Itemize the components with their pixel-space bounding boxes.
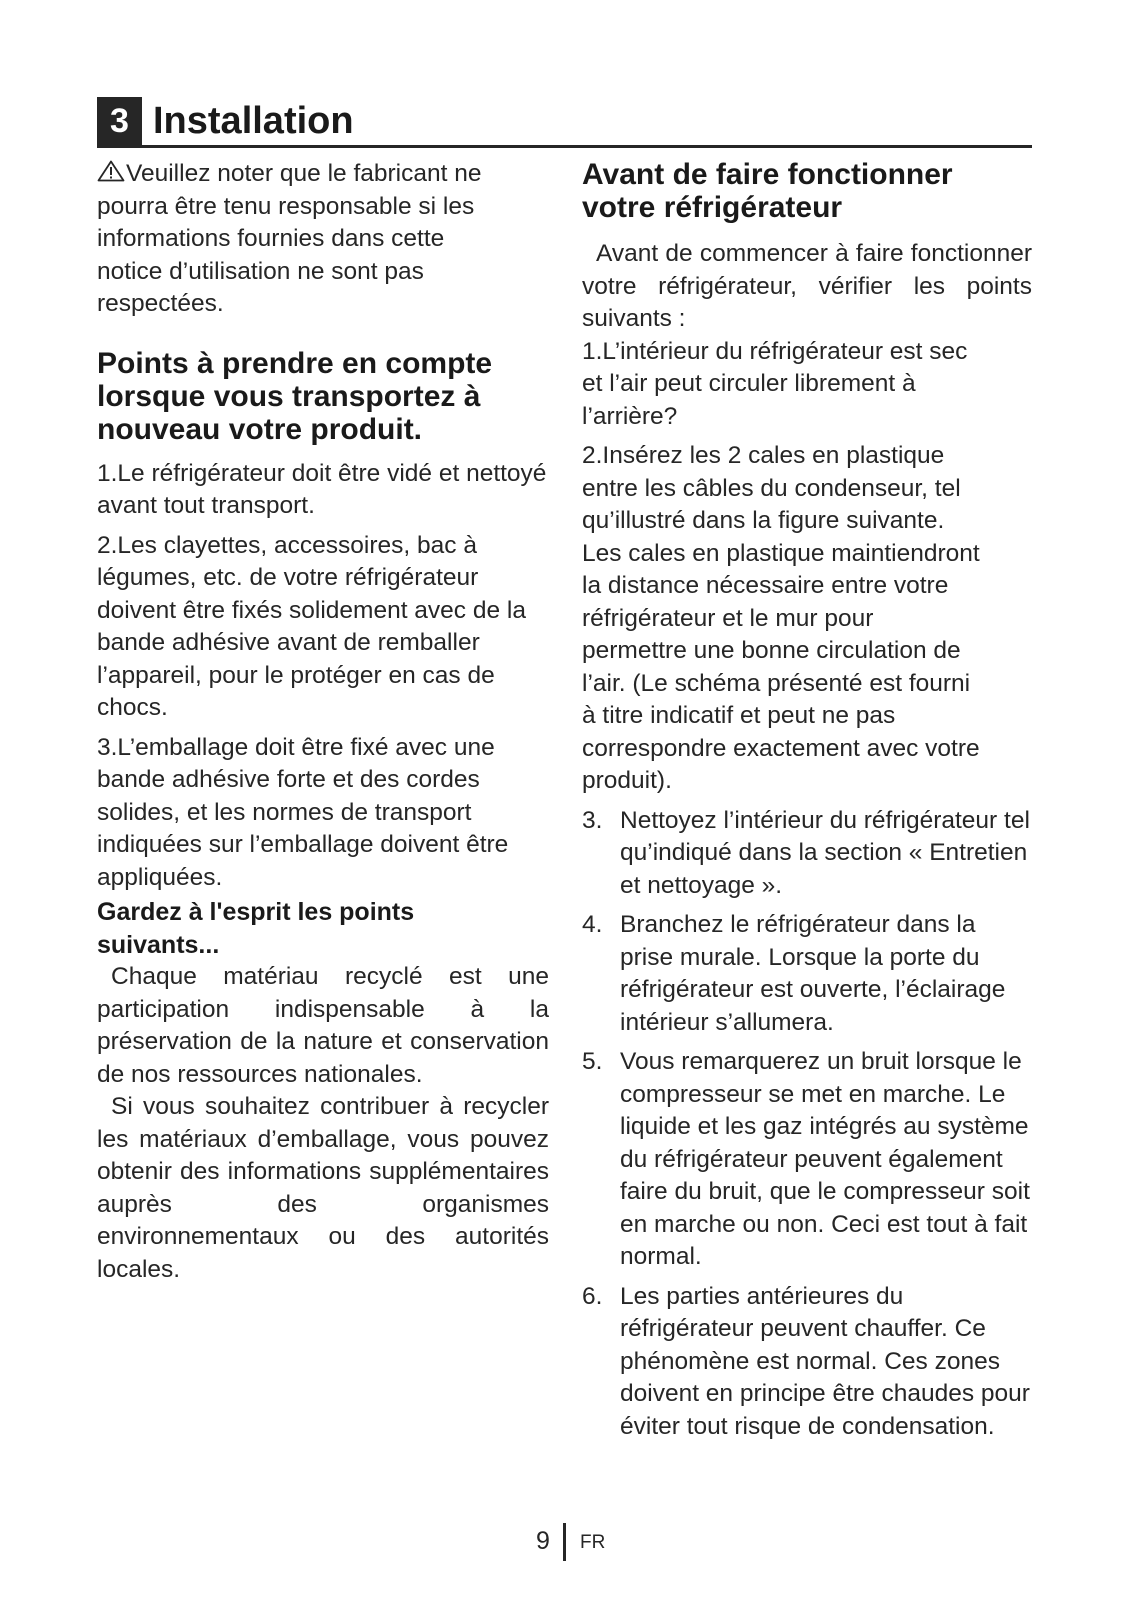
recycle-paragraph-1: Chaque matériau recyclé est une participation indispensable à la préservation de la nature et conservation de nos ressources nationales. bbox=[97, 963, 549, 1088]
numbered-steps bbox=[582, 805, 1032, 1444]
right-column bbox=[582, 158, 1032, 1450]
left-column bbox=[97, 158, 549, 1286]
transport-item-3: 3.L’emballage doit être fixé avec une bande adhésive forte et des cordes solides, et les normes de transport indiquées sur l’emballage doivent être appliquées. bbox=[97, 733, 509, 891]
step-3 bbox=[582, 805, 1032, 903]
transport-list bbox=[97, 458, 549, 895]
step-4-number: 4. bbox=[582, 911, 603, 938]
step-4 bbox=[582, 909, 1032, 1039]
warning-text: Veuillez noter que le fabricant ne pourra être tenu responsable si les informations fournies dans cette notice d’utilisation ne sont pas respectées. bbox=[97, 160, 482, 317]
before-operation-heading: Avant de faire fonctionner votre réfrigérateur bbox=[582, 158, 953, 224]
step-6 bbox=[582, 1281, 1032, 1444]
page-footer bbox=[0, 1523, 1128, 1563]
recycle-paragraph-2: Si vous souhaitez contribuer à recycler les matériaux d’emballage, vous pouvez obtenir des informations supplémentaires auprès des organismes environnementaux ou des autorités locales. bbox=[97, 1093, 549, 1283]
chapter-header bbox=[97, 97, 1032, 147]
step-4-text: Branchez le réfrigérateur dans la prise murale. Lorsque la porte du réfrigérateur est ouverte, l’éclairage intérieur s’allumera. bbox=[620, 911, 1006, 1036]
page-number: 9 bbox=[536, 1527, 550, 1555]
step-3-text: Nettoyez l’intérieur du réfrigérateur tel qu’indiqué dans la section « Entretien et nettoyage ». bbox=[620, 806, 1030, 899]
header-rule bbox=[97, 145, 1032, 148]
step-5-number: 5. bbox=[582, 1048, 603, 1075]
chapter-number-badge: 3 bbox=[97, 97, 142, 145]
language-code: FR bbox=[580, 1532, 606, 1553]
step-5 bbox=[582, 1046, 1032, 1274]
warning-note bbox=[97, 158, 497, 321]
check-item-2: 2.Insérez les 2 cales en plastique entre les câbles du condenseur, tel qu’illustré dans la figure suivante. Les cales en plastique maintiendront la distance nécessaire entre votre réfrigérateur et le mur pour permettre une bonne circulation de l’air. (Le schéma présenté est fourni à titre indicatif et peut ne pas correspondre exactement avec votre produit). bbox=[582, 442, 980, 794]
warning-triangle-icon bbox=[97, 159, 125, 181]
step-6-number: 6. bbox=[582, 1282, 603, 1310]
transport-item-1: 1.Le réfrigérateur doit être vidé et nettoyé avant tout transport. bbox=[97, 459, 547, 519]
footer-divider bbox=[563, 1523, 566, 1561]
before-operation-intro: Avant de commencer à faire fonctionner votre réfrigérateur, vérifier les points suivants : bbox=[582, 240, 1032, 332]
step-5-text: Vous remarquerez un bruit lorsque le compresseur se met en marche. Le liquide et les gaz intégrés au système du réfrigérateur peuvent également faire du bruit, que le compresseur soit en marche ou non. Ceci est tout à fait normal. bbox=[620, 1048, 1030, 1270]
step-6-text: Les parties antérieures du réfrigérateur peuvent chauffer. Ce phénomène est normal. Ces zones doivent en principe être chaudes pour éviter tout risque de condensation. bbox=[620, 1282, 1030, 1440]
transport-heading: Points à prendre en compte lorsque vous transportez à nouveau votre produit. bbox=[97, 346, 493, 446]
transport-item-2: 2.Les clayettes, accessoires, bac à légumes, etc. de votre réfrigérateur doivent être fixés solidement avec de la bande adhésive avant de remballer l’appareil, pour le protéger en cas de chocs. bbox=[97, 531, 526, 721]
remember-heading: Gardez à l'esprit les points suivants... bbox=[97, 898, 415, 959]
chapter-title: Installation bbox=[153, 100, 354, 142]
check-item-1: 1.L’intérieur du réfrigérateur est sec et l’air peut circuler librement à l’arrière? bbox=[582, 337, 968, 430]
step-3-number: 3. bbox=[582, 806, 603, 834]
